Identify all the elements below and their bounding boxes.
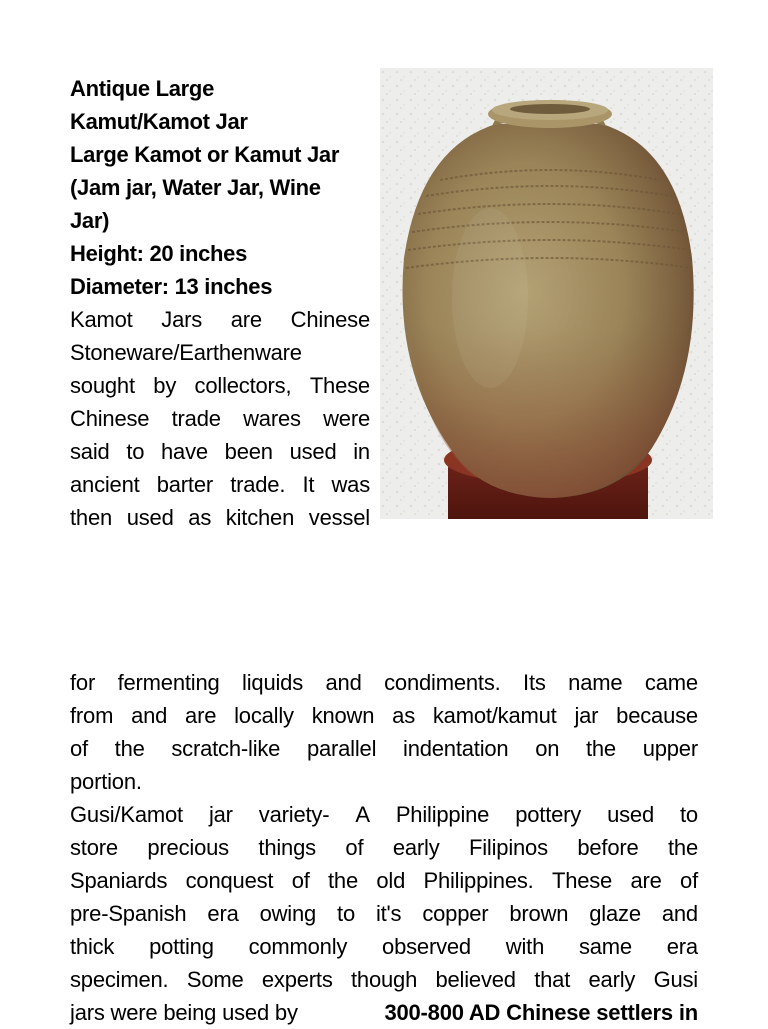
word: said (70, 439, 110, 464)
intro-line (70, 468, 370, 501)
body-line (70, 930, 698, 963)
word: that (534, 967, 571, 992)
word: store (70, 835, 118, 860)
word: the (585, 736, 616, 761)
word: kamot/kamut (432, 703, 557, 728)
word: potting (149, 934, 214, 959)
word: parallel (306, 736, 377, 761)
word: of (680, 868, 698, 893)
word: then (70, 505, 113, 530)
word: are (630, 868, 662, 893)
word: specimen. (70, 967, 169, 992)
body-line-plain: jars were being used by (70, 1000, 298, 1025)
word: pre-Spanish (70, 901, 187, 926)
body-line (70, 831, 698, 864)
jar-title-block (70, 72, 370, 303)
word: Some (186, 967, 244, 992)
word: to (337, 901, 355, 926)
word: Philippine (395, 802, 490, 827)
height-spec: Height: 20 inches (70, 241, 248, 266)
word: trade (171, 406, 221, 431)
word: ancient (70, 472, 140, 497)
word: observed (382, 934, 471, 959)
word: indentation (403, 736, 509, 761)
word: are (230, 307, 262, 332)
word: have (161, 439, 208, 464)
word: precious (147, 835, 229, 860)
word: Chinese (70, 406, 150, 431)
intro-line (70, 501, 370, 534)
word: to (679, 802, 698, 827)
word: jar (574, 703, 599, 728)
kamot-jar-photo (380, 68, 713, 519)
word: These (309, 373, 370, 398)
word: glaze (589, 901, 641, 926)
word: era (207, 901, 239, 926)
word: Filipinos (468, 835, 548, 860)
word: as (188, 505, 212, 530)
intro-line (70, 402, 370, 435)
body-line (70, 666, 698, 699)
intro-line (70, 435, 370, 468)
word: Spaniards (70, 868, 168, 893)
body-paragraph (70, 666, 698, 1029)
word: known (311, 703, 375, 728)
word: scratch-like (171, 736, 281, 761)
word: before (577, 835, 639, 860)
intro-line (70, 369, 370, 402)
word: the (114, 736, 145, 761)
word: things (258, 835, 316, 860)
word: locally (234, 703, 294, 728)
word: kitchen (225, 505, 295, 530)
word: vessel (308, 505, 370, 530)
word: came (644, 670, 698, 695)
word: sought (70, 373, 135, 398)
body-line (70, 798, 698, 831)
word: A (355, 802, 370, 827)
word: old (376, 868, 406, 893)
word: era (666, 934, 698, 959)
intro-line: Stoneware/Earthenware (70, 340, 302, 365)
word: wares (243, 406, 301, 431)
body-line (70, 732, 698, 765)
body-line (70, 897, 698, 930)
word: in (353, 439, 370, 464)
word: was (331, 472, 370, 497)
subtitle-line: (Jam jar, Water Jar, Wine (70, 175, 321, 200)
word: early (392, 835, 440, 860)
word: Gusi/Kamot (70, 802, 183, 827)
word: liquids (242, 670, 304, 695)
word: trade. (230, 472, 286, 497)
word: were (323, 406, 370, 431)
subtitle-line: Jar) (70, 208, 110, 233)
word: used (126, 505, 174, 530)
word: same (578, 934, 632, 959)
subtitle-line: Large Kamot or Kamut Jar (70, 142, 340, 167)
word: copper (422, 901, 489, 926)
word: fermenting (117, 670, 220, 695)
word: with (505, 934, 545, 959)
word: jar (208, 802, 233, 827)
word: from (70, 703, 114, 728)
body-line (70, 699, 698, 732)
word: Jars (161, 307, 203, 332)
word: are (185, 703, 217, 728)
word: believed (435, 967, 516, 992)
word: Philippines. (423, 868, 534, 893)
body-line-final (70, 996, 698, 1029)
body-line (70, 963, 698, 996)
word: of (345, 835, 364, 860)
word: Gusi (653, 967, 698, 992)
word: though (351, 967, 418, 992)
word: it's (375, 901, 402, 926)
word: These (551, 868, 613, 893)
title-line: Antique Large (70, 76, 214, 101)
diameter-spec: Diameter: 13 inches (70, 274, 273, 299)
word: the (328, 868, 358, 893)
word: brown (509, 901, 569, 926)
word: Its (523, 670, 546, 695)
word: on (535, 736, 560, 761)
word: barter (156, 472, 214, 497)
body-line (70, 864, 698, 897)
word: and (325, 670, 362, 695)
word: been (224, 439, 273, 464)
word: pottery (515, 802, 582, 827)
word: conquest (185, 868, 274, 893)
word: Chinese (290, 307, 370, 332)
word: early (588, 967, 636, 992)
word: the (668, 835, 698, 860)
intro-paragraph (70, 303, 370, 534)
word: of (291, 868, 310, 893)
word: used (607, 802, 654, 827)
word: and (661, 901, 698, 926)
body-line: portion. (70, 769, 142, 794)
word: upper (642, 736, 698, 761)
word: thick (70, 934, 115, 959)
word: for (70, 670, 96, 695)
word: variety- (258, 802, 330, 827)
word: name (568, 670, 623, 695)
word: by (153, 373, 177, 398)
word: and (131, 703, 168, 728)
word: used (289, 439, 337, 464)
word: experts (261, 967, 333, 992)
word: It (302, 472, 315, 497)
settlers-date-emphasis: 300-800 AD Chinese settlers in (384, 1000, 698, 1025)
word: collectors, (194, 373, 292, 398)
title-line: Kamut/Kamot Jar (70, 109, 248, 134)
word: commonly (248, 934, 348, 959)
word: condiments. (384, 670, 501, 695)
word: owing (259, 901, 317, 926)
word: because (616, 703, 698, 728)
word: as (392, 703, 415, 728)
intro-line (70, 303, 370, 336)
word: to (126, 439, 145, 464)
word: of (70, 736, 88, 761)
word: Kamot (70, 307, 133, 332)
